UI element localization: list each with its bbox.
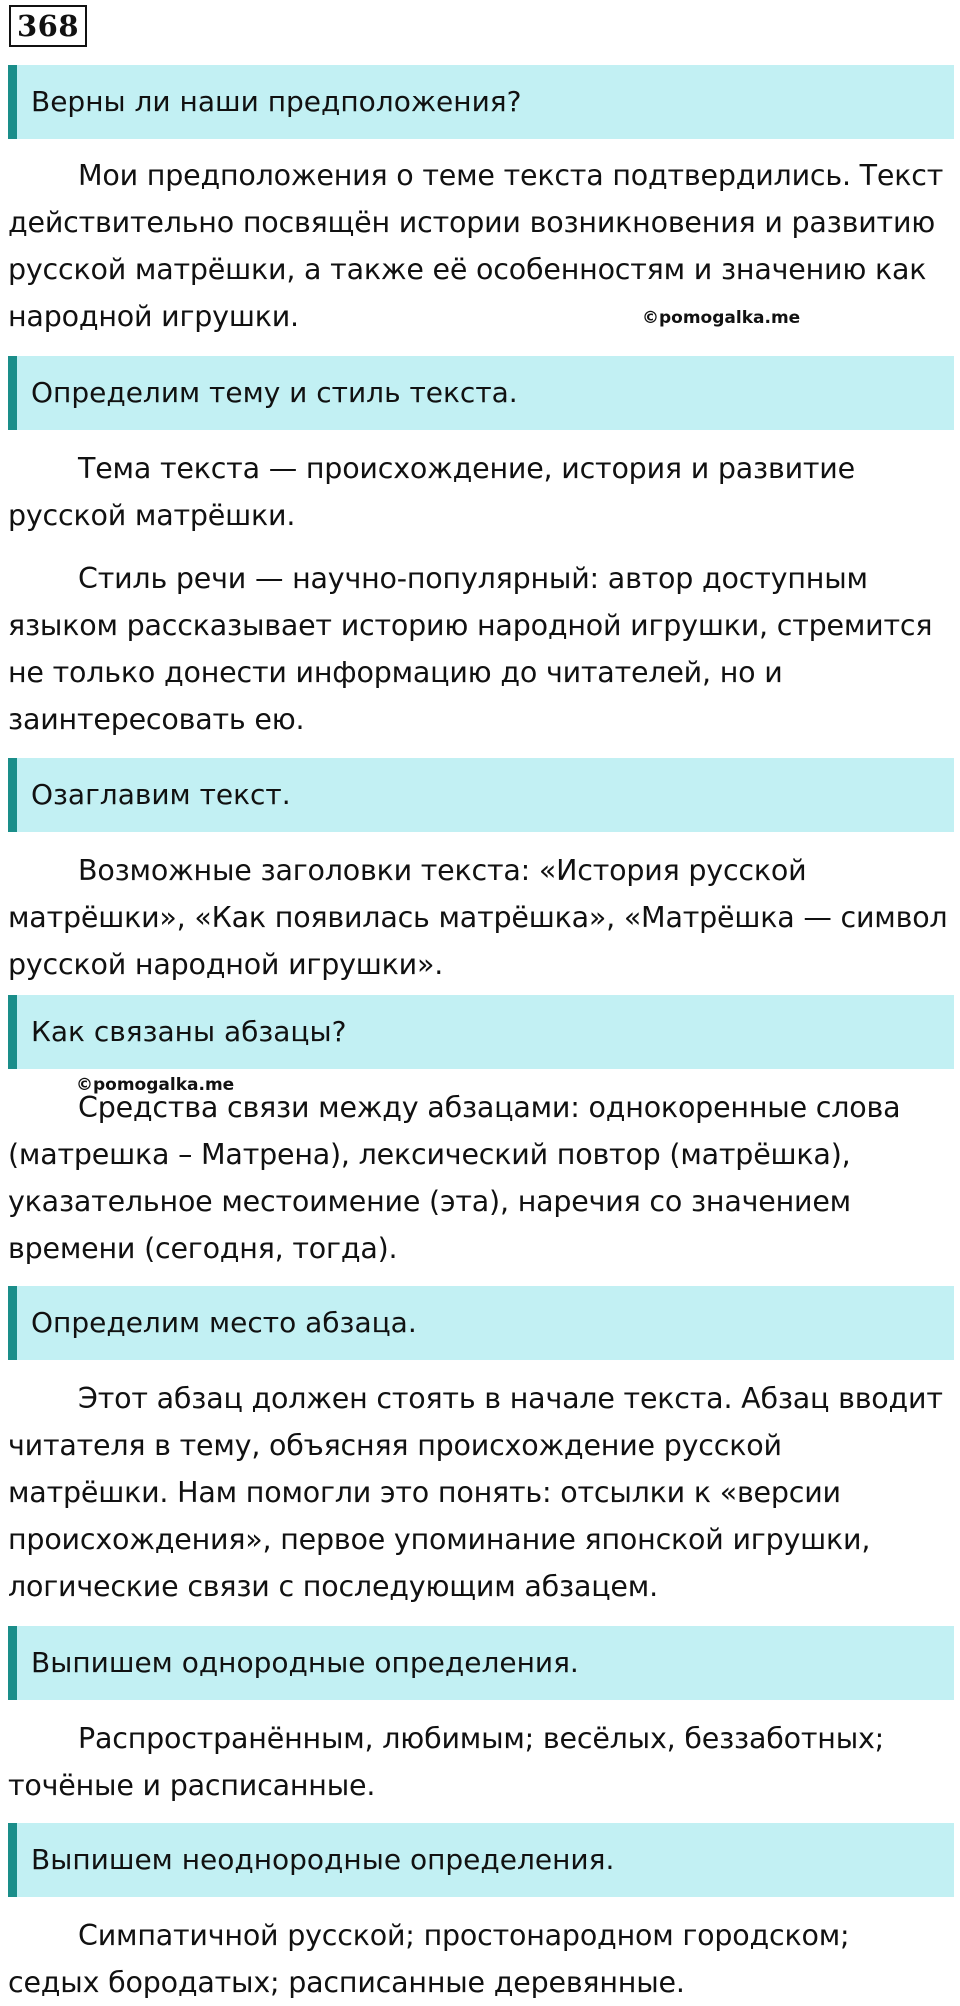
section-heading-theme-style: Определим тему и стиль текста. xyxy=(8,356,954,430)
section-heading-paragraph-place: Определим место абзаца. xyxy=(8,1286,954,1360)
watermark-middle: ©pomogalka.me xyxy=(76,1075,235,1095)
paragraph-place: Этот абзац должен стоять в начале текста. Абзац вводит читателя в тему, объясняя происхождение русской матрёшки. Нам помогли это понять: отсылки к «версии происхождения», первое упоминание японской игрушки, логические связи с последующим абзацем. xyxy=(8,1382,943,1603)
paragraph-title-options: Возможные заголовки текста: «История русской матрёшки», «Как появилась матрёшка», «Матрёшка — символ русской народной игрушки». xyxy=(8,854,948,981)
section-heading-heterogeneous: Выпишем неоднородные определения. xyxy=(8,1823,954,1897)
paragraph-theme: Тема текста — происхождение, история и развитие русской матрёшки. xyxy=(8,452,855,532)
watermark-top: ©pomogalka.me xyxy=(642,308,801,328)
section-heading-title: Озаглавим текст. xyxy=(8,758,954,832)
exercise-number: 368 xyxy=(9,5,87,47)
paragraph-heterogeneous: Симпатичной русской; простонародном городском; седых бородатых; расписанные деревянные. xyxy=(8,1919,850,1999)
section-heading-paragraph-links: Как связаны абзацы? xyxy=(8,995,954,1069)
paragraph-links: Средства связи между абзацами: однокоренные слова (матрешка – Матрена), лексический повтор (матрёшка), указательное местоимение (эта), наречия со значением времени (сегодня, тогда). xyxy=(8,1091,901,1265)
paragraph-style: Стиль речи — научно-популярный: автор доступным языком рассказывает историю народной игрушки, стремится не только донести информацию до читателей, но и заинтересовать ею. xyxy=(8,562,933,736)
paragraph-assumptions: Мои предположения о теме текста подтвердились. Текст действительно посвящён истории возникновения и развитию русской матрёшки, а также её особенностям и значению как народной игрушки. xyxy=(8,159,944,333)
section-heading-homogeneous: Выпишем однородные определения. xyxy=(8,1626,954,1700)
section-heading-assumptions: Верны ли наши предположения? xyxy=(8,65,954,139)
paragraph-homogeneous: Распространённым, любимым; весёлых, беззаботных; точёные и расписанные. xyxy=(8,1722,885,1802)
